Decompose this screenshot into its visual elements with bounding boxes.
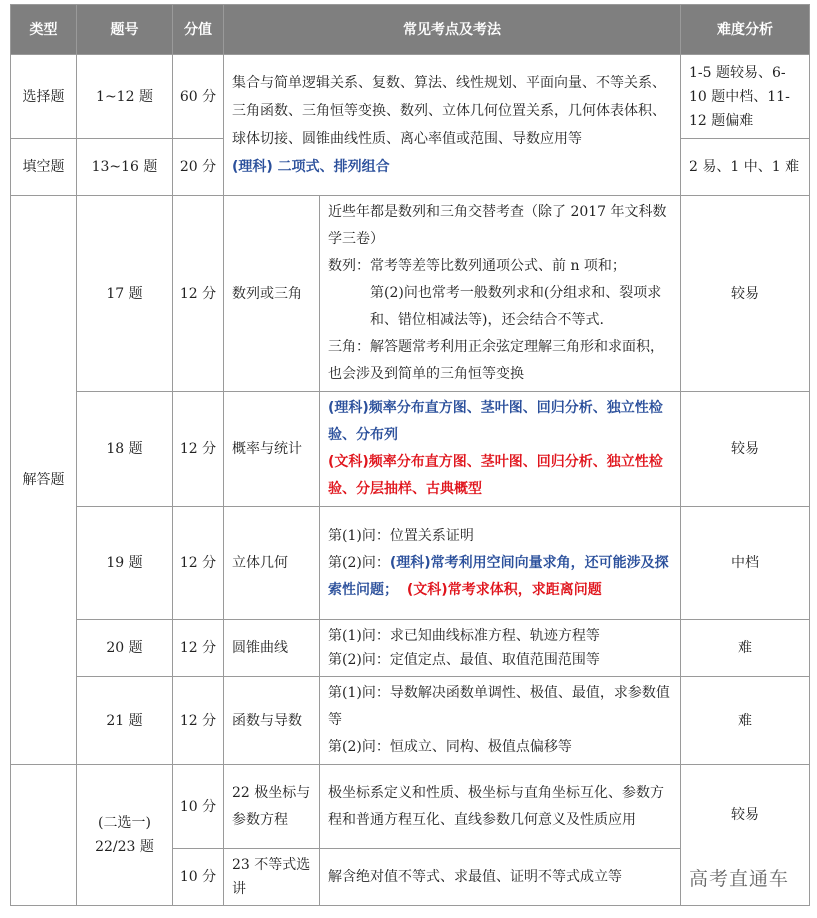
points-q18 (320, 392, 681, 507)
header-type: 类型 (11, 5, 77, 55)
type-answer: 解答题 (11, 196, 77, 765)
row-q18 (11, 392, 810, 507)
difficulty-choice: 1-5 题较易、6-10 题中档、11-12 题偏难 (681, 55, 810, 139)
score-q17: 12 分 (173, 196, 224, 392)
points-q17 (320, 196, 681, 392)
points-q22: 极坐标系定义和性质、极坐标与直角坐标互化、参数方程和普通方程互化、直线参数几何意义及性质应用 (320, 765, 681, 849)
row-q22 (11, 765, 810, 849)
q19-line1: 第(1)问：位置关系证明 (328, 527, 474, 544)
topic-q18: 概率与统计 (224, 392, 320, 507)
q17-line2: 数列：常考等差等比数列通项公式、前 n 项和； (328, 258, 626, 274)
shared-points-cell (224, 55, 681, 196)
header-row (11, 5, 810, 55)
number-q21: 21 题 (77, 677, 173, 765)
q17-line4: 三角：解答题常考利用正余弦定理解三角形和求面积，也会涉及到简单的三角恒等变换 (328, 339, 664, 382)
type-fill: 填空题 (11, 139, 77, 196)
score-fill: 20 分 (173, 139, 224, 196)
topic-q20: 圆锥曲线 (224, 620, 320, 677)
q22-number-line1: (二选一) (98, 815, 151, 831)
score-q22: 10 分 (173, 765, 224, 849)
number-fill: 13~16 题 (77, 139, 173, 196)
q17-line1: 近些年都是数列和三角交替考查（除了 2017 年文科数学三卷） (328, 204, 667, 247)
q22-number-line2: 22/23 题 (95, 839, 154, 855)
number-choice: 1~12 题 (77, 55, 173, 139)
q17-line3: 第(2)问也常考一般数列求和(分组求和、裂项求和、错位相减法等)，还会结合不等式. (370, 285, 662, 328)
points-q21 (320, 677, 681, 765)
row-choice (11, 55, 810, 139)
score-q19: 12 分 (173, 507, 224, 620)
type-empty-2 (11, 849, 77, 906)
q19-arts: (文科)常考求体积，求距离问题 (406, 581, 602, 598)
type-empty (11, 765, 77, 849)
topic-q17: 数列或三角 (224, 196, 320, 392)
difficulty-q21: 难 (681, 677, 810, 765)
row-q17 (11, 196, 810, 392)
row-q21 (11, 677, 810, 765)
number-q17: 17 题 (77, 196, 173, 392)
number-q20: 20 题 (77, 620, 173, 677)
topic-q23: 23 不等式选讲 (224, 849, 320, 906)
difficulty-q22-23: 较易 (681, 765, 810, 906)
row-q19 (11, 507, 810, 620)
points-q23: 解含绝对值不等式、求最值、证明不等式成立等 (320, 849, 681, 906)
q21-line2: 第(2)问：恒成立、同构、极值点偏移等 (328, 739, 572, 755)
q18-arts: (文科)频率分布直方图、茎叶图、回归分析、独立性检验、分层抽样、古典概型 (328, 454, 663, 497)
header-number: 题号 (77, 5, 173, 55)
q20-line2: 第(2)问：定值定点、最值、取值范围范围等 (328, 652, 600, 668)
score-q18: 12 分 (173, 392, 224, 507)
difficulty-q19: 中档 (681, 507, 810, 620)
difficulty-q17: 较易 (681, 196, 810, 392)
difficulty-q20: 难 (681, 620, 810, 677)
number-q19: 19 题 (77, 507, 173, 620)
q21-line1: 第(1)问：导数解决函数单调性、极值、最值，求参数值等 (328, 685, 670, 728)
q19-science: (理科)常考利用空间向量求角，还可能涉及探索性问题； (328, 554, 669, 598)
points-q20 (320, 620, 681, 677)
header-difficulty: 难度分析 (681, 5, 810, 55)
watermark-text: 高考直通车 (688, 868, 789, 890)
topic-q22: 22 极坐标与参数方程 (224, 765, 320, 849)
number-q18: 18 题 (77, 392, 173, 507)
score-q20: 12 分 (173, 620, 224, 677)
number-q22-23 (77, 765, 173, 906)
q19-prefix: 第(2)问： (328, 554, 390, 571)
score-q23: 10 分 (173, 849, 224, 906)
score-q21: 12 分 (173, 677, 224, 765)
score-choice: 60 分 (173, 55, 224, 139)
points-q19 (320, 507, 681, 620)
shared-science-text: (理科) 二项式、排列组合 (232, 159, 390, 175)
topic-q21: 函数与导数 (224, 677, 320, 765)
row-q20 (11, 620, 810, 677)
q18-science: (理科)频率分布直方图、茎叶图、回归分析、独立性检验、分布列 (328, 400, 663, 443)
header-points: 常见考点及考法 (224, 5, 681, 55)
exam-analysis-table (10, 4, 810, 906)
topic-q19: 立体几何 (224, 507, 320, 620)
header-score: 分值 (173, 5, 224, 55)
q19-line2 (328, 550, 674, 604)
type-choice: 选择题 (11, 55, 77, 139)
q20-line1: 第(1)问：求已知曲线标准方程、轨迹方程等 (328, 628, 600, 644)
difficulty-fill: 2 易、1 中、1 难 (681, 139, 810, 196)
difficulty-q18: 较易 (681, 392, 810, 507)
shared-points-text: 集合与简单逻辑关系、复数、算法、线性规划、平面向量、不等关系、三角函数、三角恒等变换、数列、立体几何位置关系，几何体表体积、球体切接、圆锥曲线性质、离心率值或范围、导数应用等 (232, 75, 666, 147)
